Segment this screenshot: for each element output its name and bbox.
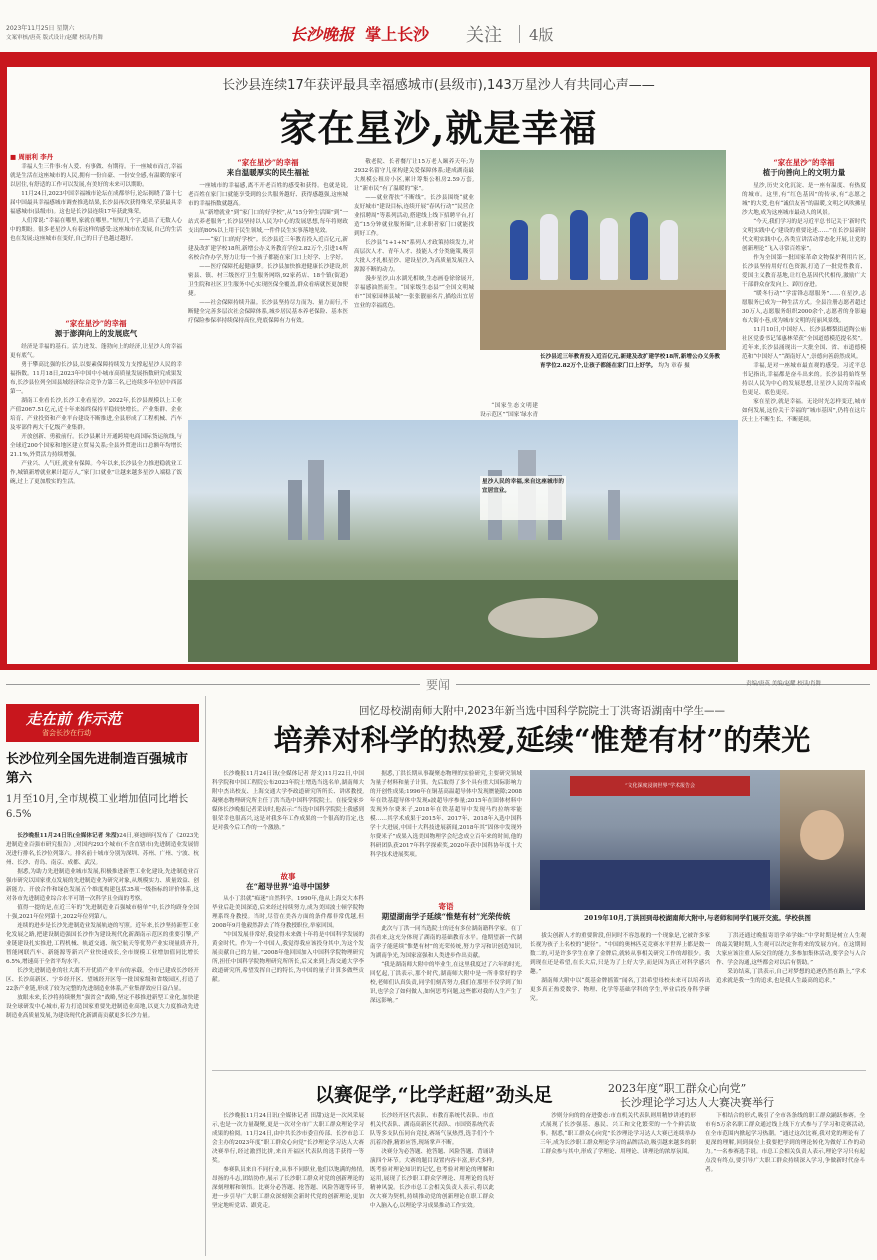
top-col1-subhead: “家在星沙”的幸福 源于澎湃向上的发展底气 <box>54 319 138 338</box>
left-subhead: 1月至10月,全市规模工业增加值同比增长6.5% <box>6 794 189 820</box>
classroom-photo <box>530 770 865 910</box>
school-children-photo <box>480 150 726 350</box>
divider-editor: 责编/唐英 美编/赵耀 校读/肖舞 <box>746 681 822 687</box>
masthead-logo <box>290 22 490 46</box>
top-kicker: 长沙县连续17年获评最具幸福感城市(县级市),143万星沙人有共同心声—— <box>222 78 655 93</box>
main-photo-caption: 2019年10月,丁洪回到母校湖南师大附中,与老师和同学们展开交流。学校供图 <box>584 914 811 922</box>
slogan-text: 掌上长沙 <box>365 25 430 44</box>
bottom-headline: 以赛促学,“比学赶超”劲头足 <box>315 1084 553 1106</box>
top-col1-text-b: 经济是幸福的基石。活力迸发、蓬勃向上的经济,让星沙人的幸福更有底气。 勇于攀高比强的长沙县,以要素保障持续发力支撑起星沙人民的幸福指数。11月18日,2023年中国中小城市高质量发展指数研究成果发布,长沙县位列全国县域经济综合竞争力第三名,已连续多年位居中西部第一。 湖南工业看长沙,长沙工业看星沙。2022年,长沙县规模以上工业产值2067.51亿元,近十年来始终保持平稳较快增长。产业集群、企业培育、产业投资和产业平台建设不断推进,全县形成了工程机械、汽车及零部件两大千亿级产业集群。 开放创新、勇毅前行。长沙县累计开通跨境电商国际货运航线,与全球近200个国家和地区建立贸易关系;全县外贸进出口总额年均增长21.1%,外贸活力持续增强。 产业兴、人气旺,就业有保障。今年以来,长沙县全力推进稳就业工作,城镇新增就业累计超万人,“家门口就业”让越来越多星沙人端稳了饭碗,过上了更加殷实的生活。 <box>10 344 182 485</box>
main-col2-text-a: 据悉,丁洪长期从事凝聚态物理的实验研究,主要研究领域为量子材料和量子计算。先后取得了多个具有重大国际影响力的开创性成果;1996年在铜基高温超导体中发现赝能隙;2008年在铁基超导体中发现s波超导序参量;2015年在固体材料中发现外尔费米子,2018年在铁基超导中发现马约拉纳零能模……其学术成果于2015年、2017年、2018年入选中国科学十大进展,中国十大科技进展新闻,2018年其“固体中发现外尔费米子”成果入选美国物理学会纪念成立百年来的时间,他的科研团队获2017年科学探索奖,2020年获中国科协年度十大科学技术进展奖项。 <box>370 771 522 858</box>
bottom-col-2: 长沙经开区代表队、市教育系统代表队、市直机关代表队、湖南高新区代表队、市国资系统代表队等多支队伍同台竞技,赛场气氛热烈,选手们个个沉着冷静,精彩应答,现场掌声不断。 决赛分为必答题、抢答题、风险答题、背诵讲演四个环节。大赛的题目设置内容丰富,形式多样,既考验对理论知识的记忆,也考验对理论的理解和运用,展现了长沙职工群众学理论、用理论的良好精神风貌。长沙市总工会相关负责人表示,将以此次大赛为契机,持续推动党的创新理论在职工群众中入脑入心,以理论学习成果推动工作实效。 <box>370 1113 494 1209</box>
main-col1-text-a: 长沙晚报11月24日讯(全媒体记者 舒文)11月22日,中国科学院和中国工程院公布2023年院士增选当选名单,湖南师大附中杰出校友、上海交通大学李政道研究所所长、讲席教授,凝聚态物理研究所主任丁洪当选中国科学院院士。在接受家乡媒体长沙晚报记者采访时,他表示:“当选中国科学院院士我感到很荣幸也很高兴,这是对我多年工作成果的一个很高的肯定,也是对我今后工作的一个激励。” <box>212 771 364 831</box>
main-col-4: 丁洪还通过晚报寄语学弟学妹:“中学时期是树立人生观的最关键时期,人生观可以决定你将来的发展方向。在这期间大家应该注重人际交往的能力,多参加集体活动,要学会与人合作、学会沟通,这些都会对以后有帮助。” 采访结束,丁洪表示,自己对梦想的追逐仍然在路上,“学术追求就是我一生的追求,也是我人生最高的追求。” <box>716 933 866 984</box>
top-col-1 <box>10 152 182 662</box>
photo2-caption-box <box>258 424 474 484</box>
left-banner <box>6 704 199 742</box>
main-col-1 <box>212 770 364 1100</box>
bottom-rule <box>212 1070 866 1071</box>
main-col-3: 拔尖创新人才的重要阶段,但同时不容忽视的一个现象是,它被许多家长视为孩子上名校的“捷径”。“中国的奥林匹克竞赛水平世界上都是数一数二的,可是许多学生在拿了金牌后,就转从事相关研究工作的却很少。我到现在还是希望,在长大后,只是为了上好大学,而是因为真正对科学感兴趣。” 湖南师大附中以“奠基金牌摇篮”闻名,丁洪希望母校未来可以培养出更多真正热爱数学、物理、化学等基础学科的学生,毕业后投身科学研究。 <box>530 933 710 1002</box>
logo-text: 长沙晚报 <box>290 25 355 44</box>
photo2-caption: 星沙人民的幸福,来自这座城市的宜居宜业。 <box>480 476 566 520</box>
main-col2-subhead: 寄语 期望湖南学子延续“惟楚有材”光荣传统 <box>381 902 511 921</box>
divider-line <box>519 25 520 43</box>
top-col1-text-a: 幸福人生三件事:有人爱、有事做、有期待。于一座城市而言,幸福就是生活在这座城市的人民,拥有一份自豪、一份安全感,有温暖的家可以居住,有舒适的工作可以发展,有美好的未来可以期盼。 11月24日,2023中国幸福城市论坛在成都举行,论坛揭晓了第十七届中国最具幸福感城市调查推选结果,长沙县再次获得殊荣,荣获最具幸福感城市(县级市)。这也是长沙县连续17年获此殊荣。 人们常说:“幸福在哪里,家就在哪里。”短短几个字,道出了无数人心中的期盼。很多老星沙人有着这样的感受:这座城市在发展,自己的生活也在发展;这座城市在变好,自己的日子也越过越好。 <box>10 164 182 242</box>
top-headline: 家在星沙,就是幸福 <box>279 106 598 150</box>
divider-section-label: 要闻 <box>420 676 456 693</box>
main-col1-subhead: 故事 在“超导世界”追寻中国梦 <box>246 872 330 891</box>
column-rule <box>205 696 206 1256</box>
top-col5-subhead: “家在星沙”的幸福 植于向善向上的文明力量 <box>762 158 846 177</box>
bottom-col-3: 沙则分向的的奋进姿态:市直机关代表队则用精妙讲述的形式展现了长沙强基、惠民、兴工和文化繁荣的一个个鲜活故事。据悉,“职工群众心向党”长沙理论学习达人大赛已连续举办三年,成为长沙职工群众理论学习的品牌活动,吸引越来越多的职工群众参与其中,形成了学理论、用理论、讲理论的浓厚氛围。 <box>540 1113 696 1155</box>
byline: ■ 周丽利 李丹 <box>10 153 54 161</box>
top-col-3 <box>354 158 474 414</box>
photo1-caption: 长沙县近三年教育投入近百亿元,新建及改扩建学校18所,新增公办义务教育学位2.82万个,让孩子都能在家门口上好学。 均为 章春 摄 <box>540 354 720 369</box>
photo-screen-banner: “文化深度浸润世界”学术报告会 <box>570 776 750 796</box>
page-number: 4版 <box>529 26 554 44</box>
top-col4-text: “国家生态文明建设示范区”“国家‘绿水青 <box>480 403 538 418</box>
main-col1-text-b: 从小丁洪就“痴迷”自然科学。1990年,他从上海交大本科毕业后赴美国深造,后来经过持续努力,成为美国波士顿学院物理系终身教授。当时,尽管在美各方面的条件都非常优越,但2008年9月他毅然辞去了终身教授职位,举家回国。 “中国发展非常好,我觉得未来做十年将是中国科学发展的黄金时代。作为一个中国人,我觉得我应该投身其中,为这个发展贡献自己的力量。”2008年他回国加入中国科学院物理研究所,担任中国科学院物理研究所所长,后又来到上海交通大学李政道研究所,希望发挥自己的特长,为中国的量子计算多做些贡献。 <box>212 896 364 983</box>
bottom-col-4: 下相结合的形式,吸引了全市各条线的职工群众踊跃参赛。全市有5万余名职工群众通过线上线下方式参与了学习和竞赛活动,在全市范围内掀起学习热潮。“通过这次比赛,我对党的理论有了更深的理解,回到岗位上我要把学到的理论转化为做好工作的动力。”一名参赛选手说。市总工会相关负责人表示,理论学习只有起点没有终点,要引导广大职工群众持续深入学习,争做新时代奋斗者。 <box>705 1113 865 1173</box>
main-headline: 培养对科学的热爱,延续“惟楚有材”的荣光 <box>273 723 811 757</box>
left-banner-title: 走在前 作示范 <box>26 710 122 728</box>
left-headline: 长沙位列全国先进制造百强城市第六 <box>6 752 189 786</box>
masthead-editor: 文案审核/唐英 版式设计/赵耀 校读/肖舞 <box>6 35 104 41</box>
main-kicker: 回忆母校湖南师大附中,2023年新当选中国科学院院士丁洪寄语湖南中学生—— <box>358 705 726 717</box>
left-body: 长沙晚报11月24日讯(全媒体记者 朱滢)24日,赛迪顾问发布了《2023先进制造业百强市研究报告》,对国内293个城市(不含直辖市)先进制造业发展情况进行排名,长沙位列第六。排名前十城市分别为深圳、苏州、广州、宁波、杭州、长沙、青岛、南京、成都、武汉。 据悉,为助力先进制造业城市发展,积极推进新型工业化建设,先进制造业百强市研究以国家重点发展的先进制造业为研究对象,从规模实力、质量效益、创新能力、开放合作和绿色发展五个维度构建包括35项一级指标的评价体系,这对各市先进制造业综合水平可谓一次科学且全面的考察。 值得一提的是,在近三年的“先进制造业百强城市榜单”中,长沙均跻身全国十强,2021年位列第十,2022年位列第八。 连续的进步是长沙先进制造业发展轨迹的写照。近年来,长沙坚持新型工业化发展之路,把建设制造强国长沙作为建设现代化新湖南示范区的重要引擎,产业链建设扎实推进,工程机械、轨道交通、航空航天等优势产业实现量质齐升,智能网联汽车、新能源等新兴产业快速成长,全市规模工业增加值同比增长6.5%,增速高于全省平均水平。 长沙先进制造业的壮大离不开优质产业平台的承载。全市已建成长沙经开区、长沙高新区、宁乡经开区、望城经开区等一批国家级和省级园区,打造了22条产业链,形成了较为完整的先进制造业体系,产业集群效应日益凸显。 放眼未来,长沙将持续聚焦“强省会”战略,坚定不移推进新型工业化,加快建设全球研发中心城市,着力打造国家重要先进制造业高地,以更大力度推动先进制造业高质量发展,为建设现代化新湖南贡献更多长沙力量。 <box>6 833 199 1019</box>
main-col2-text-b: 此次与丁洪一同当选院士的还有多位湖南籍科学家。在丁洪看来,这充分体现了湖南的基础教育水平。他期望新一代湖南学子能延续“惟楚有材”的光荣传统,努力学习和识创造知识,为湖南争光,为国家富强和人类进步作出贡献。 “我是湖南师大附中的毕业生,在这里我度过了六年的时光,回忆起,丁洪表示,那个时代,湖南师大附中是一所非常好的学校,老师们认真负责,同学们刻苦努力,我们在那里不仅学到了知识,也学会了如何做人,如何思考问题,这些都对我的人生产生了深远影响。” <box>370 926 522 1004</box>
bottom-col-1: 长沙晚报11月24日讯(全媒体记者 田甜)这是一次风采展示,也是一次力量凝聚,更是一次对全市广大职工群众理论学习成果的检阅。11月24日,由中共长沙市委宣传部、长沙市总工会主办的2023年度“职工群众心向党”长沙理论学习达人大赛决赛举行,经过激烈比拼,来自开福区代表队的选手获得一等奖。 参赛队员来自不同行业,从事不同职业,他们以饱满的热情,昂扬的斗志,团结协作,展示了长沙职工群众对党的创新理论的深刻理解和领悟。比赛分必答题、抢答题、风险答题等环节,进一步引导广大职工群众深刻领会新时代党的创新理论,更加坚定地听党话、跟党走。 <box>212 1113 364 1209</box>
top-col5-text: 星沙,历史文化沉淀、是一座有温度、有热度的城市。这里,有“红色基因”的传承,有“志愿之城”的大爱,也有“诚信友善”的温暖,文明之风吹拂星沙大地,成为这座城市最动人的风景。 “今天,我们学习的是习近平总书记关于‘新时代文明实践中心’建设的重要论述……”在长沙县新时代文明实践中心,各类宣讲活动常态化开展,让党的创新理论“飞入寻常百姓家”。 作为全国第一批国家革命文物保护利用片区,长沙县坚持用好红色资源,打造了一批党性教育、爱国主义教育基地,让红色基因代代相传,激励广大干部群众奋发向上、踔厉奋进。 “暖冬行动”“学雷锋志愿服务”……在星沙,志愿服务已成为一种生活方式。全县注册志愿者超过30万人,志愿服务组织2000余个,志愿者的身影遍布大街小巷,成为城市文明的亮丽风景线。 11月10日,中国好人、长沙县榔梨街道陶公庙社区党委书记邹惠林荣获“全国道德模范提名奖”。近年来,长沙县涌现出一大批全国、省、市道德模范和“中国好人”“湖南好人”,崇德向善蔚然成风。 幸福,是对一座城市最直观的感受。习近平总书记指出,幸福都是奋斗出来的。长沙县将始终坚持以人民为中心的发展思想,让星沙人民的幸福成色更足、底色更亮。 家在星沙,就是幸福。无论时光怎样变迁,城市如何发展,这份关于幸福的“城市基因”,仍将在这片沃土上不断生长、不断延续。 <box>742 183 866 423</box>
top-col2-text: 一座城市的幸福感,离不开老百姓的感受和获得。也就是说,老百姓在家门口就能享受到的公共服务越好、获得感越强,这座城市的幸福指数就越高。 从“新增就业”到“家门口的好学校”,从“15分钟生活圈”到“一站式养老服务”,长沙县坚持以人民为中心的发展思想,每年将财政支出的80%以上用于民生领域,一件件民生实事落地见效。 ——“家门口的好学校”。长沙县近三年教育投入近百亿元,新建及改扩建学校18所,新增公办义务教育学位2.82万个,引进14所名校合作办学,努力让每一个孩子都能在家门口上好学、上学好。 ——医疗保障托起健康梦。长沙县加快推进健康长沙建设,织密县、镇、村三级医疗卫生服务网络,92家药店、18个镇(街道)卫生院和社区卫生服务中心实现医保全覆盖,群众看病就医更加便捷。 ——社会保障持续升温。长沙县坚持尽力而为、量力而行,不断健全完善多层次社会保障体系,城乡居民基本养老保险、基本医疗保险参保率持续保持高位,兜底保障有力有效。 <box>188 183 348 324</box>
bottom-side-sub: 长沙理论学习达人大赛决赛举行 <box>620 1096 774 1109</box>
bottom-side-title: 2023年度“职工群众心向党” <box>608 1082 747 1095</box>
top-col-2 <box>188 158 348 414</box>
top-col-5 <box>742 158 866 658</box>
left-banner-sub: 省会长沙在行动 <box>42 729 91 737</box>
top-col3-text: 敬老院、长者餐厅让15万老人颐养天年;为2932名留守儿童构建关爱保障体系;建成湖南最大规模公租房小区,累计筹集公租房2.59万套,让“新市民”有了温暖的“家”。 ——就业帮扶“不断线”。长沙县围绕“就业友好城市”建设目标,连续开展“春风行动”“民营企业招聘周”等系列活动,搭建线上线下招聘平台,打造“15分钟就业服务圈”,让求职者家门口就能找到好工作。 长沙县“1+1+N”系列人才政策持续发力,对高层次人才、青年人才、技能人才分类施策,吸引大批人才扎根星沙、建设星沙,为高质量发展注入源源不断的动力。 漫步星沙,山水湖光相映,生态画卷徐徐展开,幸福感油然而生。“国家级生态县”“全国文明城市”“国家园林县城”一张张靓丽名片,描绘出宜居宜业的幸福底色。 <box>354 159 474 309</box>
section-label: 关注 <box>466 25 502 46</box>
masthead-date: 2023年11月25日 星期六 <box>6 25 75 32</box>
top-col2-subhead: “家在星沙”的幸福 来自温暖厚实的民生福祉 <box>226 158 310 177</box>
main-col-2 <box>370 770 522 1100</box>
